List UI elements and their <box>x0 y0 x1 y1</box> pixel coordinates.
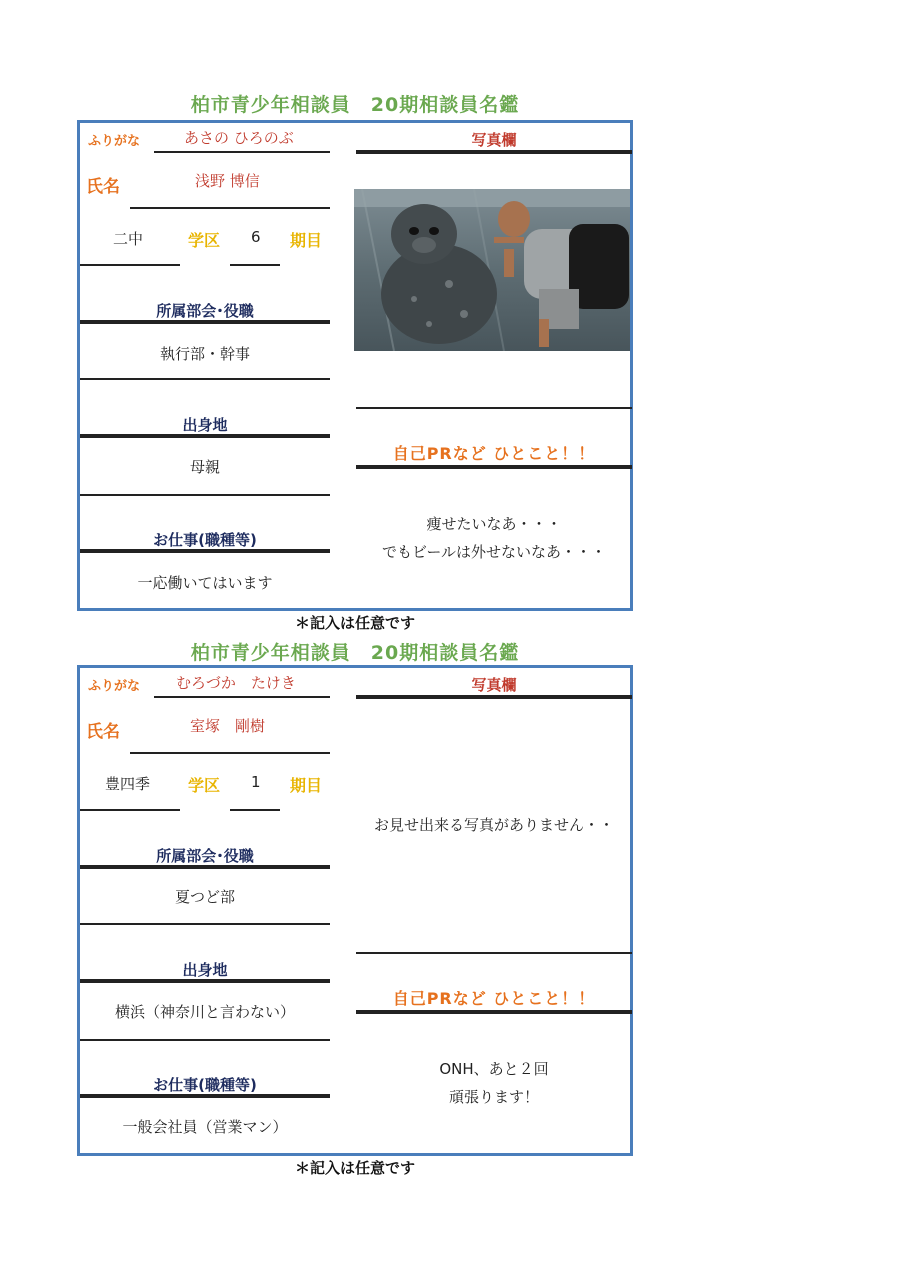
photo-placeholder-text: お見せ出来る写真がありません・・ <box>373 816 614 834</box>
district-label: 学区 <box>188 231 221 250</box>
double-divider <box>356 695 632 699</box>
photo-heading: 写真欄 <box>471 131 517 149</box>
page-title: 柏市青少年相談員 20期相談員名鑑 <box>190 642 520 664</box>
dept-heading: 所属部会･役職 <box>156 302 254 320</box>
double-divider <box>356 150 632 154</box>
double-divider <box>80 979 330 983</box>
pr-heading: 自己PRなど ひとこと！！ <box>392 444 596 463</box>
profile-card <box>77 120 633 611</box>
name-value: 室塚 剛樹 <box>190 717 266 735</box>
hometown-heading: 出身地 <box>182 961 228 979</box>
divider <box>80 809 180 811</box>
furigana-value: むろづか たけき <box>176 674 296 692</box>
pr-line-2: でもビールは外せないなあ・・・ <box>381 543 607 561</box>
double-divider <box>80 865 330 869</box>
name-value: 浅野 博信 <box>195 172 260 190</box>
term-label: 期目 <box>290 776 323 795</box>
dept-value: 夏つど部 <box>174 888 235 906</box>
divider <box>80 264 180 266</box>
furigana-label: ふりがな <box>88 679 141 694</box>
hometown-heading: 出身地 <box>182 416 228 434</box>
double-divider <box>356 1010 632 1014</box>
double-divider <box>80 549 330 553</box>
term-label: 期目 <box>290 231 323 250</box>
footnote: ＊記入は任意です <box>294 614 415 632</box>
double-divider <box>80 1094 330 1098</box>
pr-line-2: 頑張ります！ <box>448 1088 539 1106</box>
hometown-value: 横浜（神奈川と言わない） <box>114 1003 295 1021</box>
divider <box>80 494 330 496</box>
pr-line-1: ONH、あと２回 <box>439 1060 549 1078</box>
footnote: ＊記入は任意です <box>294 1159 415 1177</box>
divider <box>356 952 632 954</box>
job-heading: お仕事(職種等) <box>153 531 257 549</box>
job-value: 一応働いてはいます <box>137 574 273 592</box>
divider <box>154 696 330 698</box>
hometown-value: 母親 <box>189 458 220 476</box>
district-label: 学区 <box>188 776 221 795</box>
divider <box>154 151 330 153</box>
double-divider <box>356 465 632 469</box>
pr-heading: 自己PRなど ひとこと！！ <box>392 989 596 1008</box>
term-value: 6 <box>251 228 261 246</box>
divider <box>80 1039 330 1041</box>
dept-value: 執行部・幹事 <box>159 345 250 363</box>
divider <box>80 378 330 380</box>
job-heading: お仕事(職種等) <box>153 1076 257 1094</box>
profile-card <box>77 665 633 1156</box>
school-value: 豊四季 <box>105 775 151 793</box>
dept-heading: 所属部会･役職 <box>156 847 254 865</box>
divider <box>80 923 330 925</box>
divider <box>230 809 280 811</box>
term-value: 1 <box>251 773 261 791</box>
job-value: 一般会社員（営業マン） <box>122 1118 288 1136</box>
school-value: 二中 <box>113 230 144 248</box>
double-divider <box>80 434 330 438</box>
name-label: 氏名 <box>86 177 120 197</box>
photo-heading: 写真欄 <box>471 676 517 694</box>
furigana-label: ふりがな <box>88 134 141 149</box>
divider <box>356 407 632 409</box>
pr-line-1: 痩せたいなあ・・・ <box>426 515 562 533</box>
double-divider <box>80 320 330 324</box>
name-label: 氏名 <box>86 722 120 742</box>
furigana-value: あさの ひろのぶ <box>184 129 294 147</box>
seal-photo <box>354 189 630 351</box>
divider <box>130 752 330 754</box>
divider <box>230 264 280 266</box>
divider <box>130 207 330 209</box>
page-title: 柏市青少年相談員 20期相談員名鑑 <box>190 94 520 116</box>
